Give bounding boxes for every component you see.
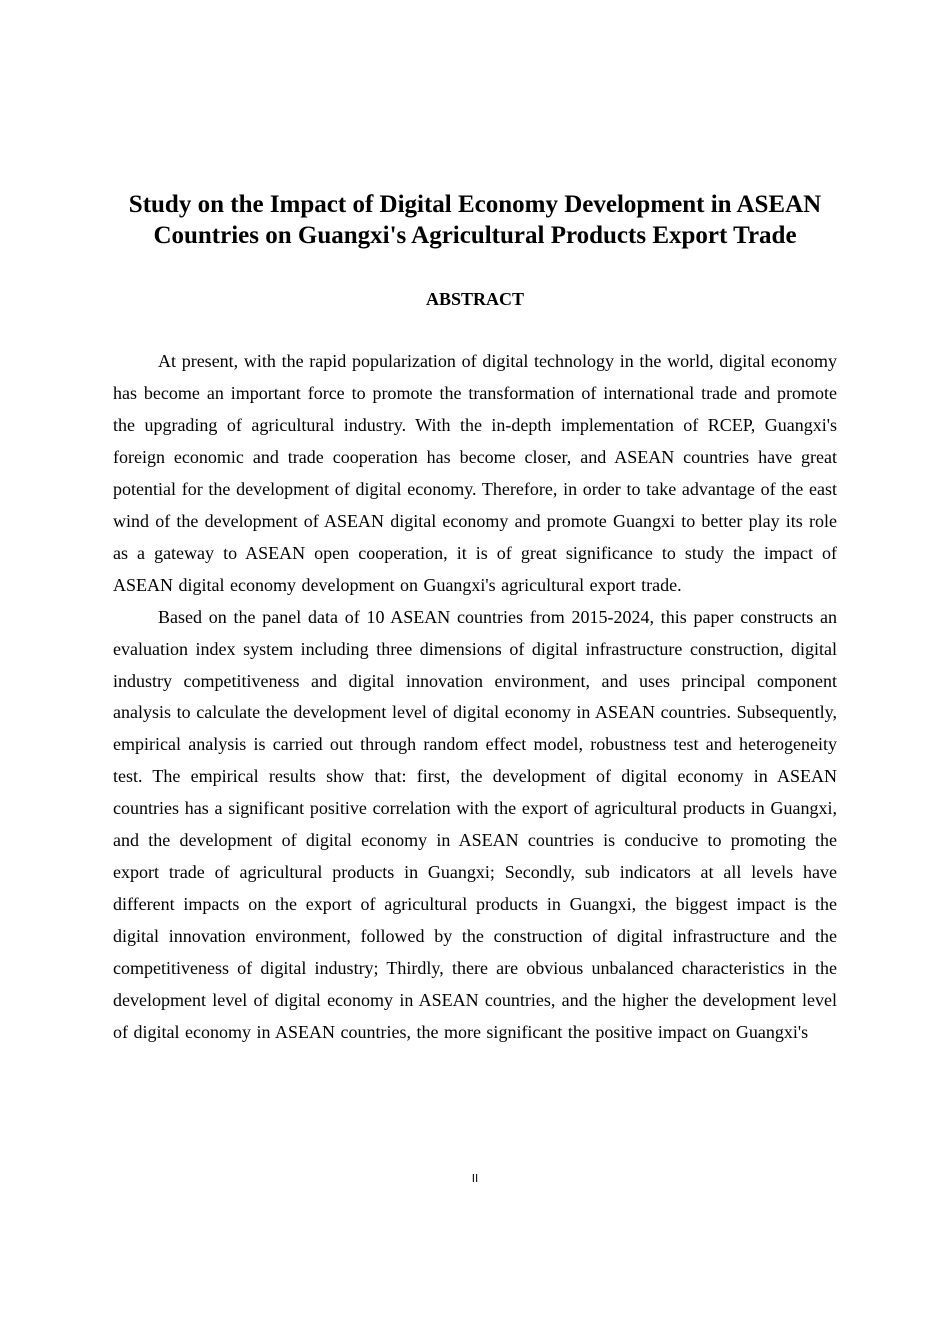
paper-title: Study on the Impact of Digital Economy Development in ASEAN Countries on Guangxi's Agricultural Products Export Trade (128, 191, 822, 249)
abstract-heading: ABSTRACT (425, 289, 525, 309)
abstract-paragraph: At present, with the rapid popularization of digital technology in the world, digital economy has become an important force to promote the transformation of international trade and promote the upgrading of agricultural industry. With the in-depth implementation of RCEP, Guangxi's foreign economic and trade cooperation has become closer, and ASEAN countries have great potential for the development of digital economy. Therefore, in order to take advantage of the east wind of the development of ASEAN digital economy and promote Guangxi to better play its role as a gateway to ASEAN open cooperation, it is of great significance to study the impact of ASEAN digital economy development on Guangxi's agricultural export trade. (113, 351, 837, 595)
abstract-body (113, 346, 837, 1049)
abstract-paragraph: Based on the panel data of 10 ASEAN countries from 2015-2024, this paper constructs an evaluation index system including three dimensions of digital infrastructure construction, digital industry competitiveness and digital innovation environment, and uses principal component analysis to calculate the development level of digital economy in ASEAN countries. Subsequently, empirical analysis is carried out through random effect model, robustness test and heterogeneity test. The empirical results show that: first, the development of digital economy in ASEAN countries has a significant positive correlation with the export of agricultural products in Guangxi, and the development of digital economy in ASEAN countries is conducive to promoting the export trade of agricultural products in Guangxi; Secondly, sub indicators at all levels have different impacts on the export of agricultural products in Guangxi, the biggest impact is the digital innovation environment, followed by the construction of digital infrastructure and the competitiveness of digital industry; Thirdly, there are obvious unbalanced characteristics in the development level of digital economy in ASEAN countries, and the higher the development level of digital economy in ASEAN countries, the more significant the positive impact on Guangxi's (113, 606, 837, 1043)
page-number: II (471, 1172, 479, 1185)
